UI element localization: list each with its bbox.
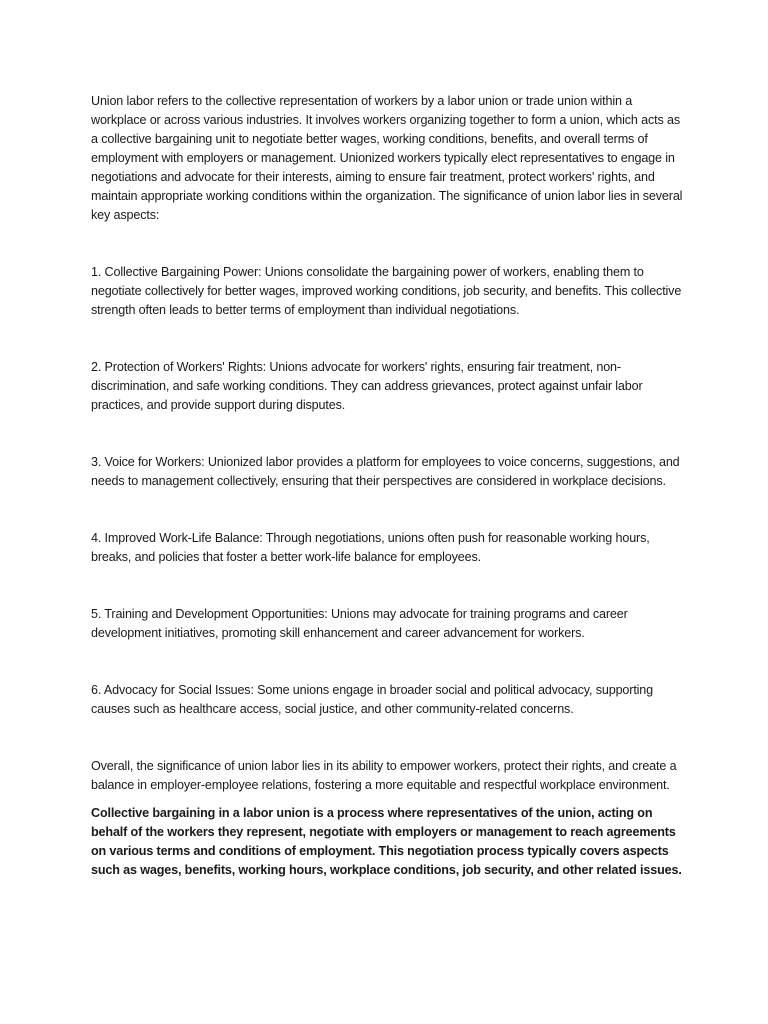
point-voice-for-workers: 3. Voice for Workers: Unionized labor provides a platform for employees to voice concerns, suggestions, and needs to management collectively, ensuring that their perspectives are considered in workplace decisions. <box>91 455 680 488</box>
collective-bargaining-paragraph: Collective bargaining in a labor union is a process where representatives of the union, acting on behalf of the workers they represent, negotiate with employers or management to reach agreements on various terms and conditions of employment. This negotiation process typically covers aspects such as wages, benefits, working hours, workplace conditions, job security, and other related issues. <box>91 806 682 877</box>
point-collective-bargaining-power: 1. Collective Bargaining Power: Unions consolidate the bargaining power of workers, enabling them to negotiate collectively for better wages, improved working conditions, job security, and benefits. This collective strength often leads to better terms of employment than individual negotiations. <box>91 265 682 317</box>
point-training-development: 5. Training and Development Opportunities: Unions may advocate for training programs and career development initiatives, promoting skill enhancement and career advancement for workers. <box>91 607 628 640</box>
conclusion-paragraph: Overall, the significance of union labor lies in its ability to empower workers, protect their rights, and create a balance in employer-employee relations, fostering a more equitable and respectful workplace environment. <box>91 759 677 792</box>
point-protection-of-workers-rights: 2. Protection of Workers' Rights: Unions advocate for workers' rights, ensuring fair treatment, non-discrimination, and safe working conditions. They can address grievances, protect against unfair labor practices, and provide support during disputes. <box>91 360 643 412</box>
point-work-life-balance: 4. Improved Work-Life Balance: Through negotiations, unions often push for reasonable working hours, breaks, and policies that foster a better work-life balance for employees. <box>91 531 650 564</box>
intro-paragraph: Union labor refers to the collective representation of workers by a labor union or trade union within a workplace or across various industries. It involves workers organizing together to form a union, which acts as a collective bargaining unit to negotiate better wages, working conditions, benefits, and overall terms of employment with employers or management. Unionized workers typically elect representatives to engage in negotiations and advocate for their interests, aiming to ensure fair treatment, protect workers' rights, and maintain appropriate working conditions within the organization. The significance of union labor lies in several key aspects: <box>91 94 683 222</box>
document-body <box>91 92 683 880</box>
point-social-issues: 6. Advocacy for Social Issues: Some unions engage in broader social and political advocacy, supporting causes such as healthcare access, social justice, and other community-related concerns. <box>91 683 654 716</box>
